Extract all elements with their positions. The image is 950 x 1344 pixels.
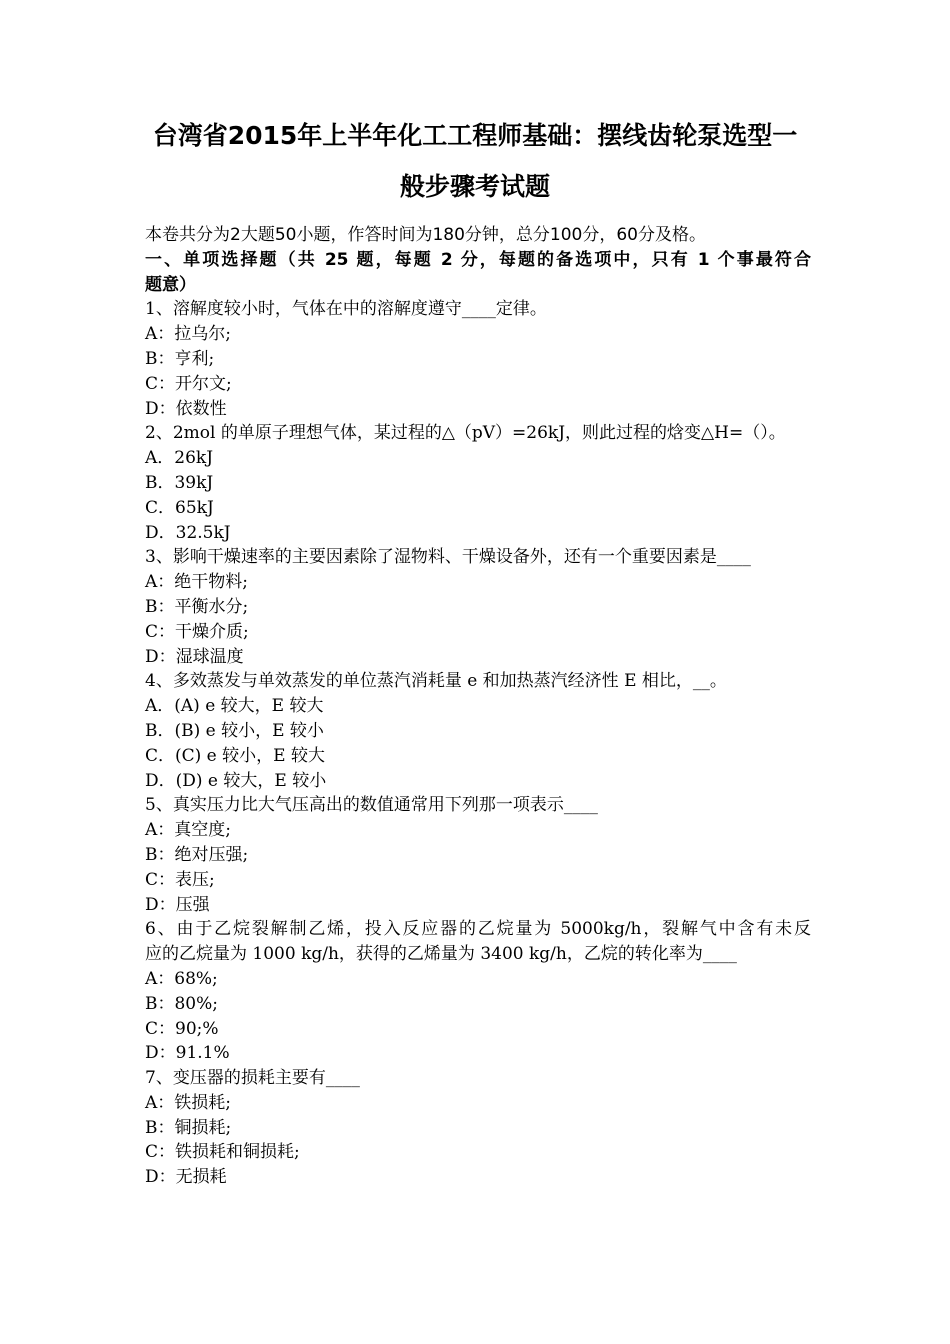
question-6-option-b: B：80%;	[145, 993, 219, 1014]
document-title-line-1: 台湾省2015年上半年化工工程师基础：摆线齿轮泵选型一	[152, 121, 798, 150]
question-6-stem-line-1: 6、由于乙烷裂解制乙烯，投入反应器的乙烷量为 5000kg/h，裂解气中含有未反	[145, 919, 811, 940]
question-7-option-c: C：铁损耗和铜损耗;	[145, 1142, 300, 1163]
question-6-stem-line-2: 应的乙烷量为 1000 kg/h，获得的乙烯量为 3400 kg/h，乙烷的转化率为____	[145, 944, 737, 965]
question-4-option-c: C．(C) e 较小，E 较大	[145, 745, 325, 766]
question-6-option-a: A：68%;	[145, 968, 218, 989]
question-7-option-d: D：无损耗	[145, 1167, 227, 1188]
question-1-option-c: C：开尔文;	[145, 373, 232, 394]
exam-intro: 本卷共分为2大题50小题，作答时间为180分钟，总分100分，60分及格。	[145, 225, 706, 245]
question-6-option-c: C：90;%	[145, 1018, 219, 1039]
question-7-stem: 7、变压器的损耗主要有____	[145, 1068, 360, 1089]
question-5-stem: 5、真实压力比大气压高出的数值通常用下列那一项表示____	[145, 795, 598, 816]
question-2-option-c: C．65kJ	[145, 497, 214, 518]
question-5-option-d: D：压强	[145, 894, 210, 915]
question-4-stem: 4、多效蒸发与单效蒸发的单位蒸汽消耗量 e 和加热蒸汽经济性 E 相比，__。	[145, 671, 727, 692]
question-2-option-d: D．32.5kJ	[145, 522, 231, 543]
question-3-option-a: A：绝干物料;	[145, 572, 249, 593]
question-5-option-a: A：真空度;	[145, 820, 232, 841]
document-title-line-2: 般步骤考试题	[399, 172, 550, 201]
question-6-option-d: D：91.1%	[145, 1043, 230, 1064]
question-3-stem: 3、影响干燥速率的主要因素除了湿物料、干燥设备外，还有一个重要因素是____	[145, 547, 751, 568]
section-heading-line-2: 题意）	[145, 274, 196, 295]
question-1-option-a: A：拉乌尔;	[145, 324, 232, 345]
question-4-option-a: A．(A) e 较大，E 较大	[145, 696, 324, 717]
question-3-option-c: C：干燥介质;	[145, 621, 249, 642]
question-1-option-d: D：依数性	[145, 398, 227, 419]
question-3-option-d: D：湿球温度	[145, 646, 244, 667]
question-2-stem: 2、2mol 的单原子理想气体，某过程的△（pV）=26kJ，则此过程的焓变△H=（）。	[145, 423, 786, 444]
question-5-option-b: B：绝对压强;	[145, 844, 249, 865]
question-4-option-b: B．(B) e 较小，E 较小	[145, 720, 324, 741]
question-2-option-a: A．26kJ	[145, 448, 214, 469]
question-7-option-b: B：铜损耗;	[145, 1117, 232, 1138]
question-5-option-c: C：表压;	[145, 869, 215, 890]
question-1-option-b: B：亨利;	[145, 348, 215, 369]
document-body	[145, 223, 811, 1190]
question-7-option-a: A：铁损耗;	[145, 1092, 232, 1113]
question-1-stem: 1、溶解度较小时，气体在中的溶解度遵守____定律。	[145, 299, 547, 320]
question-4-option-d: D．(D) e 较大，E 较小	[145, 770, 327, 791]
section-heading-line-1: 一、单项选择题（共 25 题，每题 2 分，每题的备选项中，只有 1 个事最符合	[145, 249, 811, 270]
question-2-option-b: B．39kJ	[145, 472, 214, 493]
question-3-option-b: B：平衡水分;	[145, 596, 249, 617]
